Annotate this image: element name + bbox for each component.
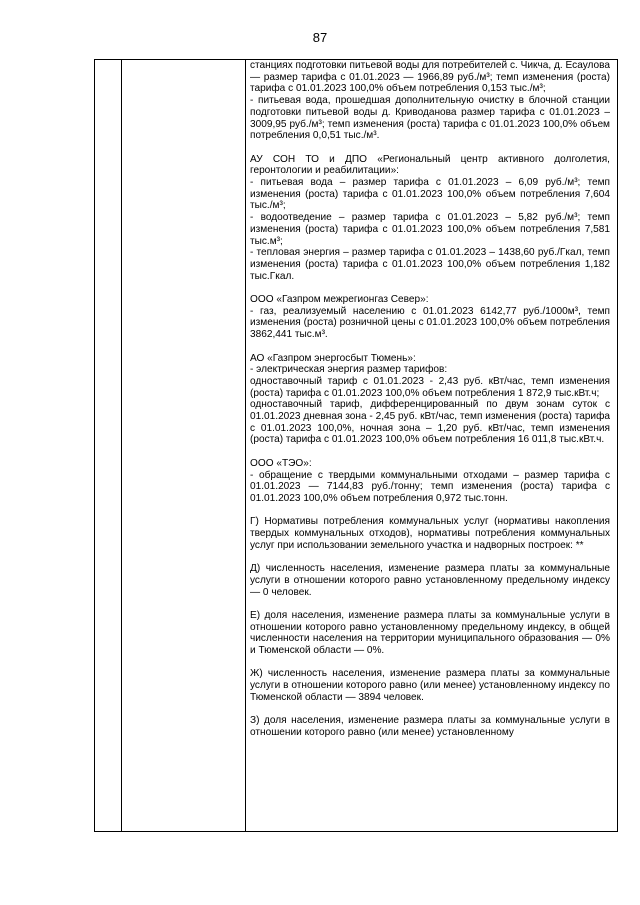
paragraph: - водоотведение – размер тарифа с 01.01.2023 – 5,82 руб./м³; темп изменения (роста) тарифа с 01.01.2023 100,0% объем потребления 7,581 тыс.м³; [250,212,610,247]
paragraph: - тепловая энергия – размер тарифа с 01.01.2023 – 1438,60 руб./Гкал, темп изменения (роста) тарифа с 01.01.2023 100,0% объем потребления 1,182 тыс.Гкал. [250,247,610,282]
paragraph-spacer [250,598,610,610]
paragraph: ООО «Газпром межрегионгаз Север»: [250,294,429,306]
table-cell-text [250,60,610,739]
paragraph: одноставочный тариф с 01.01.2023 - 2,43 руб. кВт/час, темп изменения (роста) тарифа с 01.01.2023 100,0% объем потребления 1 872,9 тыс.кВт.ч; [250,375,610,399]
paragraph-spacer [250,341,610,353]
paragraph-spacer [250,505,610,517]
paragraph-spacer [250,704,610,716]
paragraph: З) доля населения, изменение размера платы за коммунальные услуги в отношении которого равно (или менее) установленному [250,715,610,738]
paragraph: - питьевая вода, прошедшая дополнительную очистку в блочной станции подготовки питьевой воды д. Криводанова размер тарифа с 01.01.2023 – 3009,95 руб./м³; темп изменения (роста) тарифа с 01.01.2023 100,0% объем потребления 0,0,51 тыс./м³. [250,95,610,142]
paragraph: станциях подготовки питьевой воды для потребителей с. Чикча, д. Есаулова — размер тарифа с 01.01.2023 — 1966,89 руб./м³; темп изменения (роста) тарифа с 01.01.2023 100,0% объем потребления 0,153 тыс./м³; [250,60,610,95]
paragraph: АУ СОН ТО и ДПО «Региональный центр активного долголетия, геронтологии и реабилитации»: [250,153,610,177]
paragraph: Ж) численность населения, изменение размера платы за коммунальные услуги в отношении которого равно (или менее) установленному индексу по Тюменской области — 3894 человек. [250,668,610,703]
table-bottom-border [94,831,618,832]
paragraph: Е) доля населения, изменение размера платы за коммунальные услуги в отношении которого равно установленному предельному индексу, в общей численности населения на территории муниципального образования — 0% и Тюменской области — 0%. [250,609,610,657]
paragraph-spacer [250,657,610,669]
paragraph: - питьевая вода – размер тарифа с 01.01.2023 – 6,09 руб./м³; темп изменения (роста) тарифа с 01.01.2023 100,0% объем потребления 7,604 тыс./м³; [250,177,610,212]
paragraph: ООО «ТЭО»: [250,457,312,469]
paragraph: - электрическая энергия размер тарифов: [250,364,448,376]
paragraph: Д) численность населения, изменение размера платы за коммунальные услуги в отношении которого равно установленному предельному индексу — 0 человек. [250,563,610,598]
paragraph: АО «Газпром энергосбыт Тюмень»: [250,352,416,364]
table-column-divider-1 [121,60,122,832]
paragraph-spacer [250,142,610,154]
paragraph: - газ, реализуемый населению с 01.01.2023 6142,77 руб./1000м³, темп изменения (роста) розничной цены с 01.01.2023 100,0% объем потребления 3862,441 тыс.м³. [250,305,610,341]
paragraph: - обращение с твердыми коммунальными отходами – размер тарифа с 01.01.2023 — 7144,83 руб./тонну; темп изменения (роста) тарифа с 01.01.2023 100,0% объем потребления 0,972 тыс.тонн. [250,469,610,504]
paragraph-spacer [250,551,610,563]
page-number: 87 [312,30,328,45]
paragraph: Г) Нормативы потребления коммунальных услуг (нормативы накопления твердых коммунальных отходов), нормативы потребления коммунальных услуг при использовании земельного участка и надворных построек: ** [250,516,610,551]
paragraph: одноставочный тариф, дифференцированный по двум зонам суток с 01.01.2023 дневная зона - 2,45 руб. кВт/час, темп изменения (роста) тарифа с 01.01.2023 100,0%, ночная зона – 1,20 руб. кВт/час, темп изменения (роста) тарифа с 01.01.2023 100,0% объем потребления 16 011,8 тыс.кВт.ч. [250,399,610,446]
paragraph-spacer [250,282,610,294]
paragraph-spacer [250,446,610,458]
table-column-divider-2 [245,60,246,832]
